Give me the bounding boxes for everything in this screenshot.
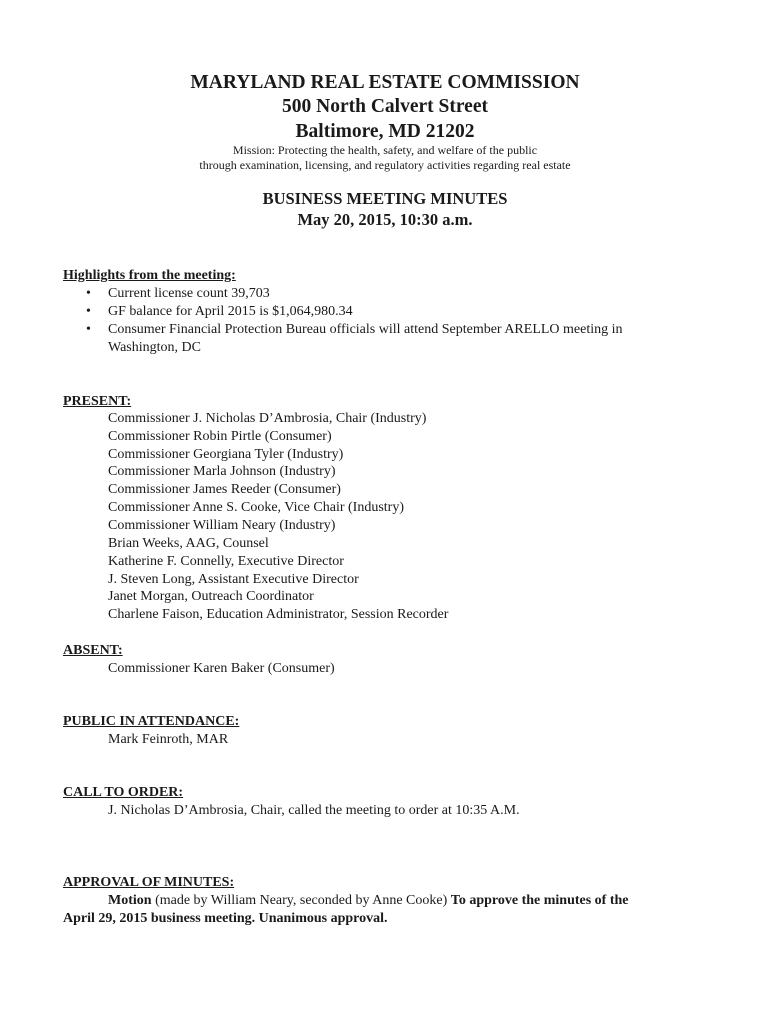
attendee: Brian Weeks, AAG, Counsel (108, 536, 269, 551)
call-to-order-text: J. Nicholas D’Ambrosia, Chair, called the meeting to order at 10:35 A.M. (108, 803, 520, 818)
call-to-order-heading: CALL TO ORDER: (63, 785, 184, 800)
org-name: MARYLAND REAL ESTATE COMMISSION (190, 72, 580, 93)
meeting-date: May 20, 2015, 10:30 a.m. (297, 210, 473, 229)
attendee: Commissioner Georgiana Tyler (Industry) (108, 447, 344, 462)
attendee: Commissioner Marla Johnson (Industry) (108, 464, 336, 479)
attendee: Commissioner James Reeder (Consumer) (108, 482, 341, 497)
motion-label: Motion (108, 893, 152, 908)
document-title: BUSINESS MEETING MINUTES (262, 189, 508, 208)
attendee: Commissioner William Neary (Industry) (108, 518, 336, 533)
highlight-item-continued: Washington, DC (108, 340, 201, 355)
motion-detail: (made by William Neary, seconded by Anne Cooke) (151, 893, 451, 908)
bullet-icon: • (86, 286, 91, 301)
approval-heading: APPROVAL OF MINUTES: (63, 875, 235, 890)
absent-heading: ABSENT: (63, 643, 123, 658)
highlight-item: Consumer Financial Protection Bureau officials will attend September ARELLO meeting in (108, 322, 623, 337)
public-attendee: Mark Feinroth, MAR (108, 732, 229, 747)
bullet-icon: • (86, 304, 91, 319)
attendee: J. Steven Long, Assistant Executive Director (108, 572, 359, 587)
org-city: Baltimore, MD 21202 (295, 121, 475, 142)
attendee: Commissioner Anne S. Cooke, Vice Chair (Industry) (108, 500, 404, 515)
highlights-heading: Highlights from the meeting: (63, 268, 236, 283)
highlight-item: Current license count 39,703 (108, 286, 270, 301)
highlight-item: GF balance for April 2015 is $1,064,980.34 (108, 304, 353, 319)
attendee: Charlene Faison, Education Administrator, Session Recorder (108, 607, 449, 622)
motion-line-1 (108, 892, 629, 910)
attendee: Janet Morgan, Outreach Coordinator (108, 589, 314, 604)
attendee: Commissioner J. Nicholas D’Ambrosia, Chair (Industry) (108, 411, 427, 426)
motion-text: To approve the minutes of the (450, 893, 629, 908)
motion-line-2: April 29, 2015 business meeting. Unanimous approval. (63, 911, 388, 926)
present-heading: PRESENT: (63, 394, 132, 409)
public-attendance-heading: PUBLIC IN ATTENDANCE: (63, 714, 240, 729)
org-street: 500 North Calvert Street (282, 96, 488, 117)
mission-line-2: through examination, licensing, and regulatory activities regarding real estate (199, 158, 571, 172)
attendee: Commissioner Robin Pirtle (Consumer) (108, 429, 332, 444)
attendee: Katherine F. Connelly, Executive Director (108, 554, 344, 569)
absent-member: Commissioner Karen Baker (Consumer) (108, 661, 335, 676)
mission-line-1: Mission: Protecting the health, safety, and welfare of the public (232, 143, 538, 157)
bullet-icon: • (86, 322, 91, 337)
